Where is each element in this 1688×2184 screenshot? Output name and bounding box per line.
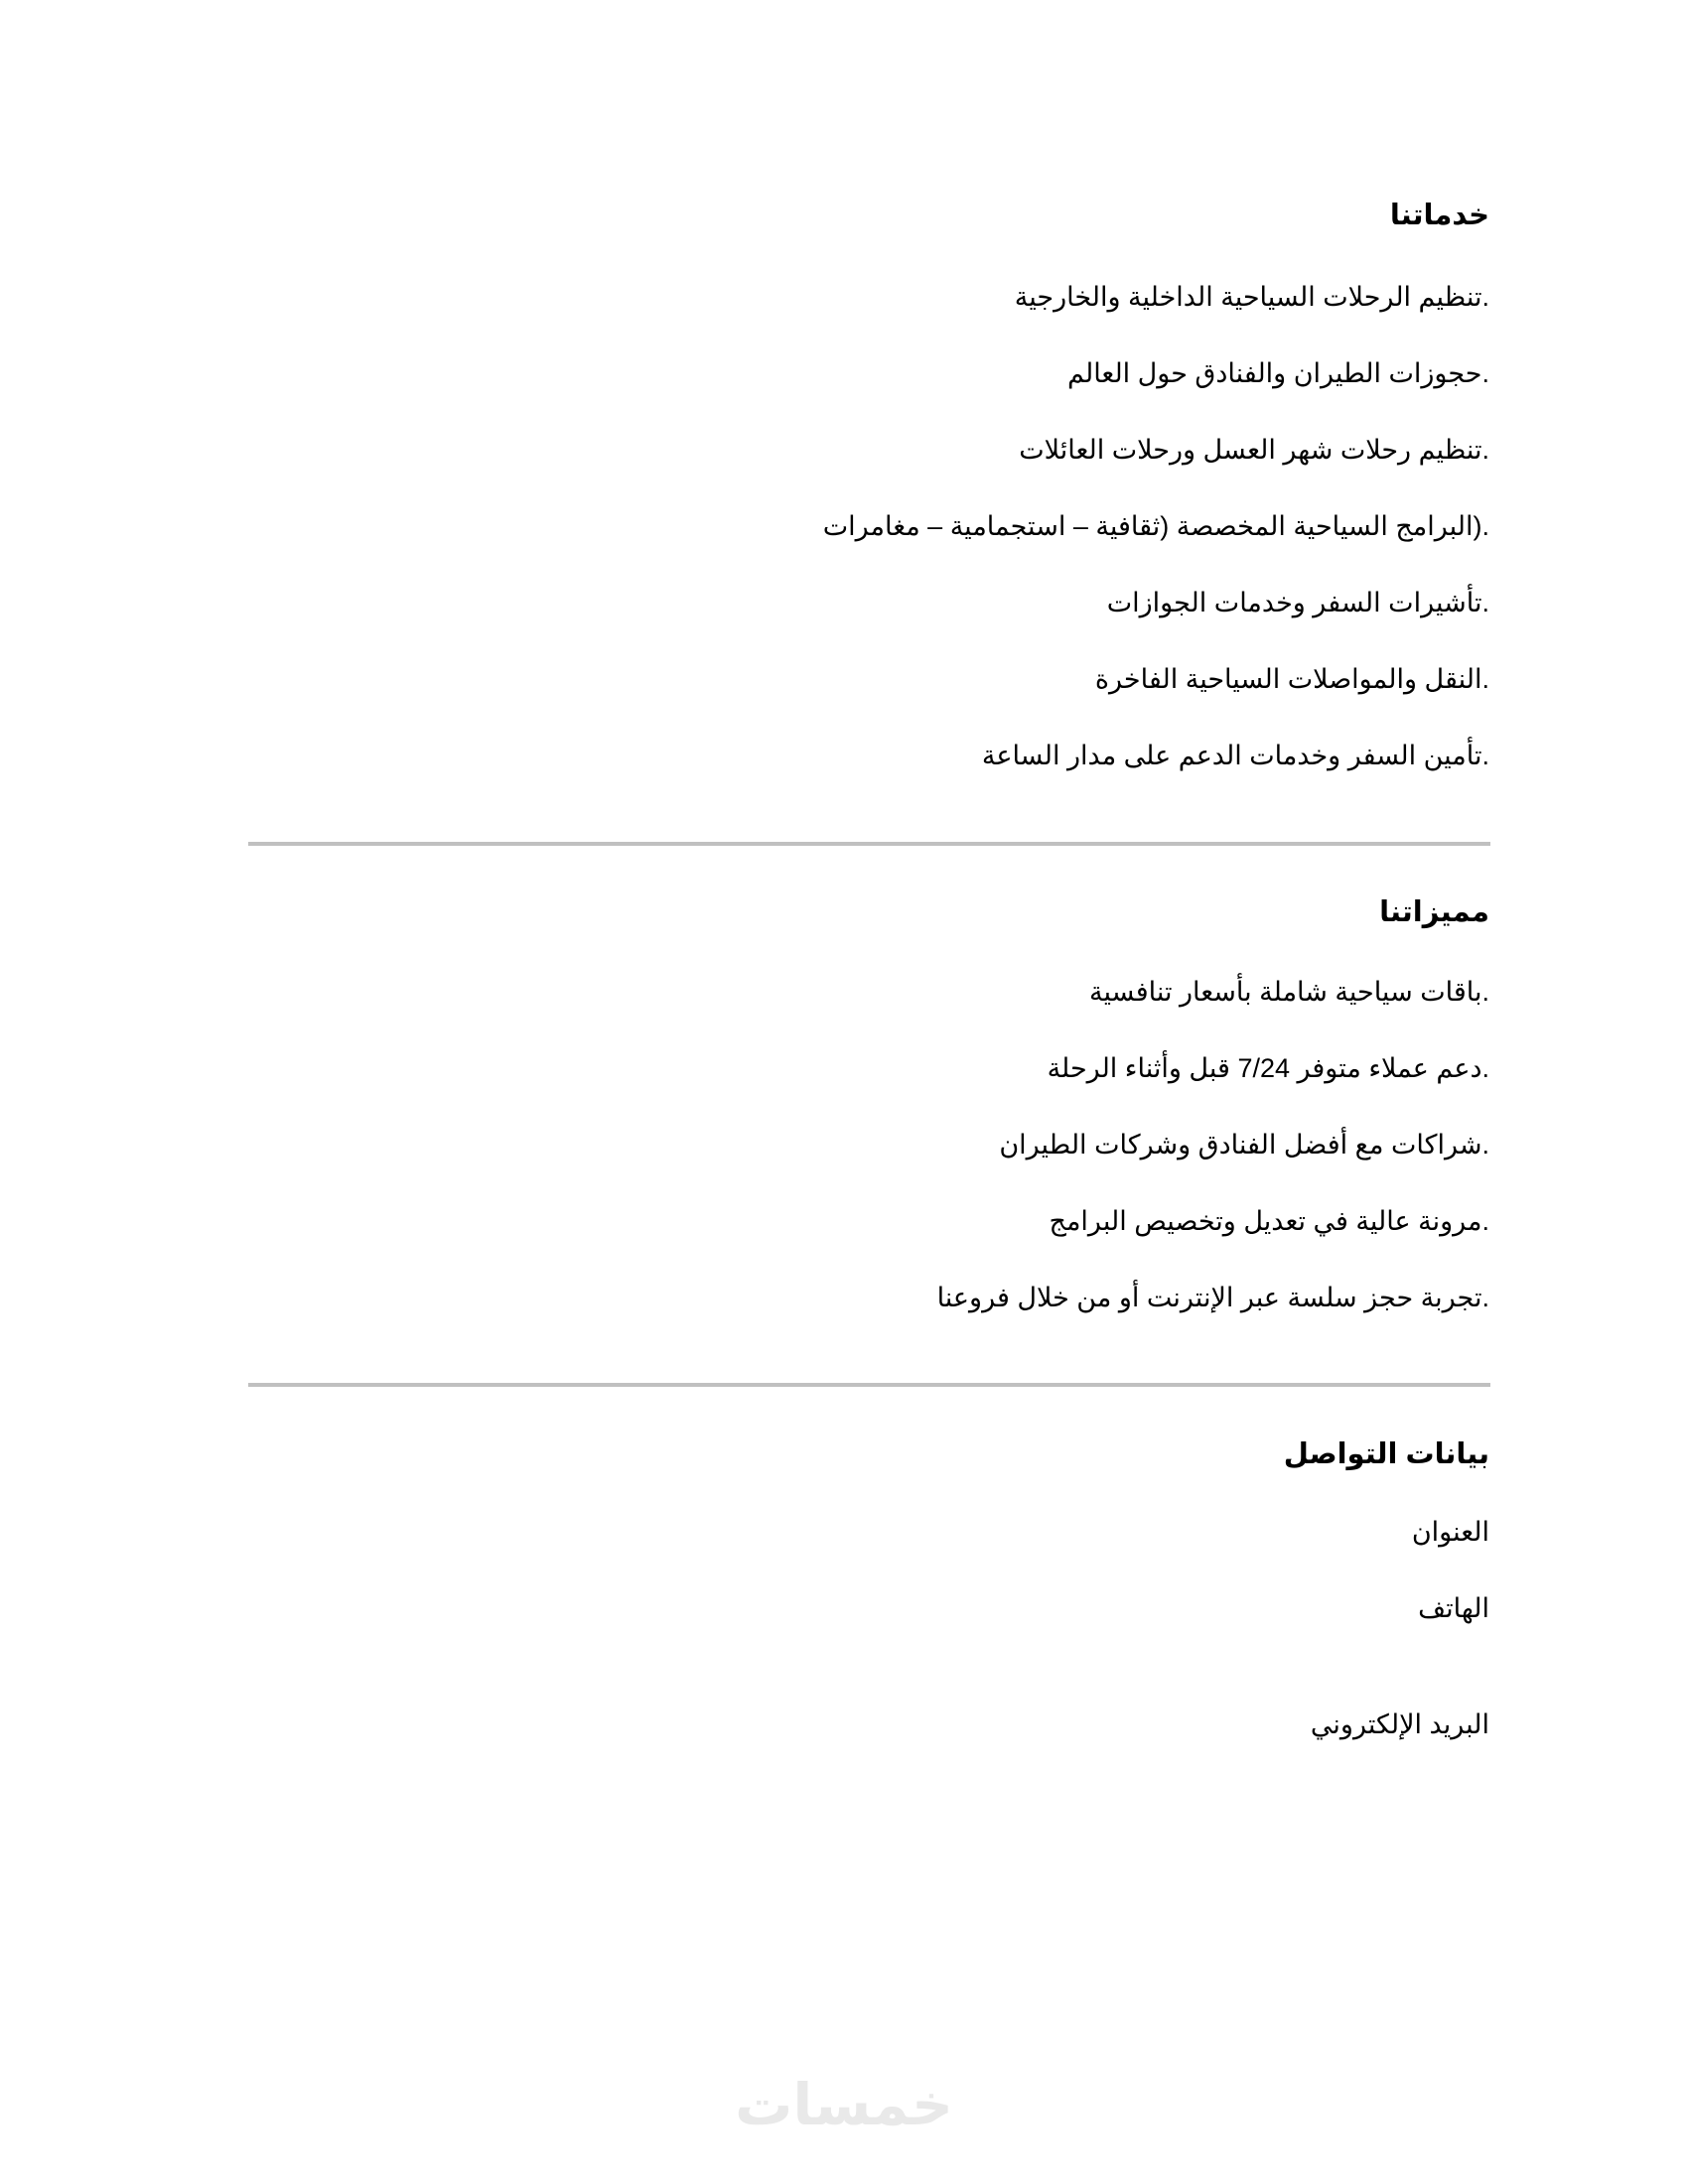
features-item: .شراكات مع أفضل الفنادق وشركات الطيران [999, 1130, 1489, 1160]
features-item: .باقات سياحية شاملة بأسعار تنافسية [1089, 977, 1489, 1007]
services-item: .(البرامج السياحية المخصصة (ثقافية – استجمامية – مغامرات [822, 511, 1489, 541]
features-item: .تجربة حجز سلسة عبر الإنترنت أو من خلال فروعنا [936, 1283, 1489, 1312]
email-label: البريد الإلكتروني [1310, 1709, 1489, 1739]
features-item: .مرونة عالية في تعديل وتخصيص البرامج [1049, 1206, 1489, 1236]
section-divider [248, 1383, 1490, 1387]
watermark-logo: خمسات [735, 2071, 953, 2138]
phone-label: الهاتف [1418, 1593, 1489, 1623]
services-item: .تأمين السفر وخدمات الدعم على مدار الساعة [981, 741, 1489, 770]
services-item: .تنظيم الرحلات السياحية الداخلية والخارجية [1014, 282, 1489, 312]
services-item: .حجوزات الطيران والفنادق حول العالم [1067, 358, 1489, 388]
features-item: .دعم عملاء متوفر 7/24 قبل وأثناء الرحلة [1047, 1053, 1489, 1083]
services-heading: خدماتنا [1389, 200, 1489, 231]
services-item: .النقل والمواصلات السياحية الفاخرة [1094, 664, 1489, 694]
contact-heading: بيانات التواصل [1283, 1438, 1489, 1470]
section-divider [248, 842, 1490, 846]
address-label: العنوان [1411, 1517, 1489, 1547]
services-item: .تأشيرات السفر وخدمات الجوازات [1106, 588, 1489, 617]
services-item: .تنظيم رحلات شهر العسل ورحلات العائلات [1019, 435, 1489, 465]
features-heading: مميزاتنا [1379, 896, 1489, 928]
